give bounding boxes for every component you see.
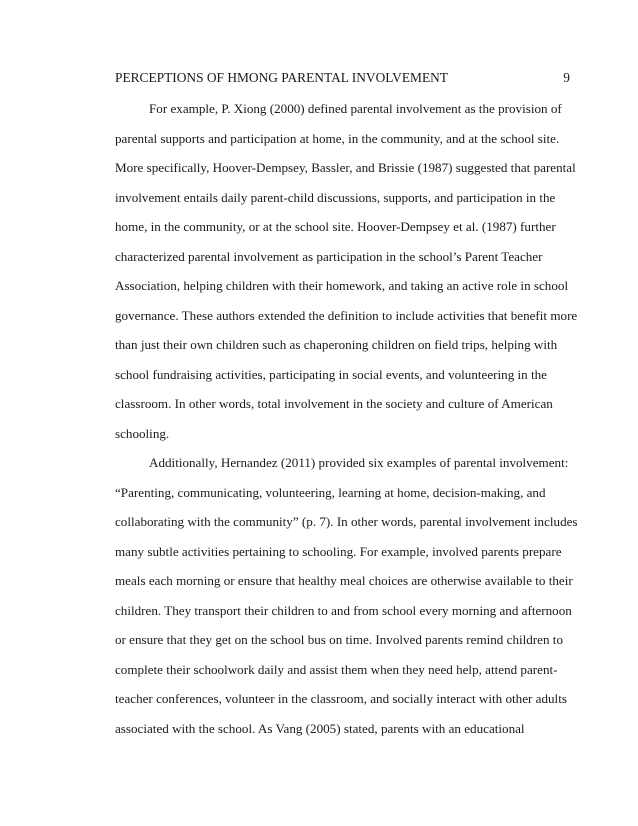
text-line: associated with the school. As Vang (2005) stated, parents with an educational <box>115 720 525 736</box>
running-head-title: PERCEPTIONS OF HMONG PARENTAL INVOLVEMENT <box>115 70 448 85</box>
text-line: More specifically, Hoover-Dempsey, Bassler, and Brissie (1987) suggested that parental <box>115 160 576 175</box>
text-line: meals each morning or ensure that healthy meal choices are otherwise available to their <box>115 573 573 588</box>
text-line: Association, helping children with their homework, and taking an active role in school <box>115 278 569 293</box>
text-line: parental supports and participation at home, in the community, and at the school site. <box>115 130 560 146</box>
text-line: complete their schoolwork daily and assist them when they need help, attend parent- <box>115 661 558 677</box>
text-line: school fundraising activities, participating in social events, and volunteering in the <box>115 366 547 382</box>
text-line: collaborating with the community” (p. 7). In other words, parental involvement includes <box>115 514 578 529</box>
text-line: “Parenting, communicating, volunteering, learning at home, decision-making, and <box>115 484 546 500</box>
text-line-paragraph-1-start: For example, P. Xiong (2000) defined parental involvement as the provision of <box>149 101 562 116</box>
text-line: teacher conferences, volunteer in the classroom, and socially interact with other adults <box>115 691 567 706</box>
body-text <box>115 94 578 743</box>
text-line: children. They transport their children to and from school every morning and afternoon <box>115 602 572 618</box>
text-line: than just their own children such as chaperoning children on field trips, helping with <box>115 337 558 352</box>
text-line: schooling. <box>115 425 170 441</box>
text-line: involvement entails daily parent-child discussions, supports, and participation in the <box>115 189 556 205</box>
text-line: governance. These authors extended the definition to include activities that benefit more <box>115 307 578 323</box>
text-line: home, in the community, or at the school site. Hoover-Dempsey et al. (1987) further <box>115 219 556 234</box>
text-line-paragraph-2-start: Additionally, Hernandez (2011) provided six examples of parental involvement: <box>149 455 569 470</box>
text-line: classroom. In other words, total involvement in the society and culture of American <box>115 396 553 411</box>
text-line: or ensure that they get on the school bus on time. Involved parents remind children to <box>115 632 563 647</box>
text-line: many subtle activities pertaining to schooling. For example, involved parents prepare <box>115 543 562 559</box>
text-line: characterized parental involvement as participation in the school’s Parent Teacher <box>115 248 543 264</box>
page-number: 9 <box>563 70 570 85</box>
